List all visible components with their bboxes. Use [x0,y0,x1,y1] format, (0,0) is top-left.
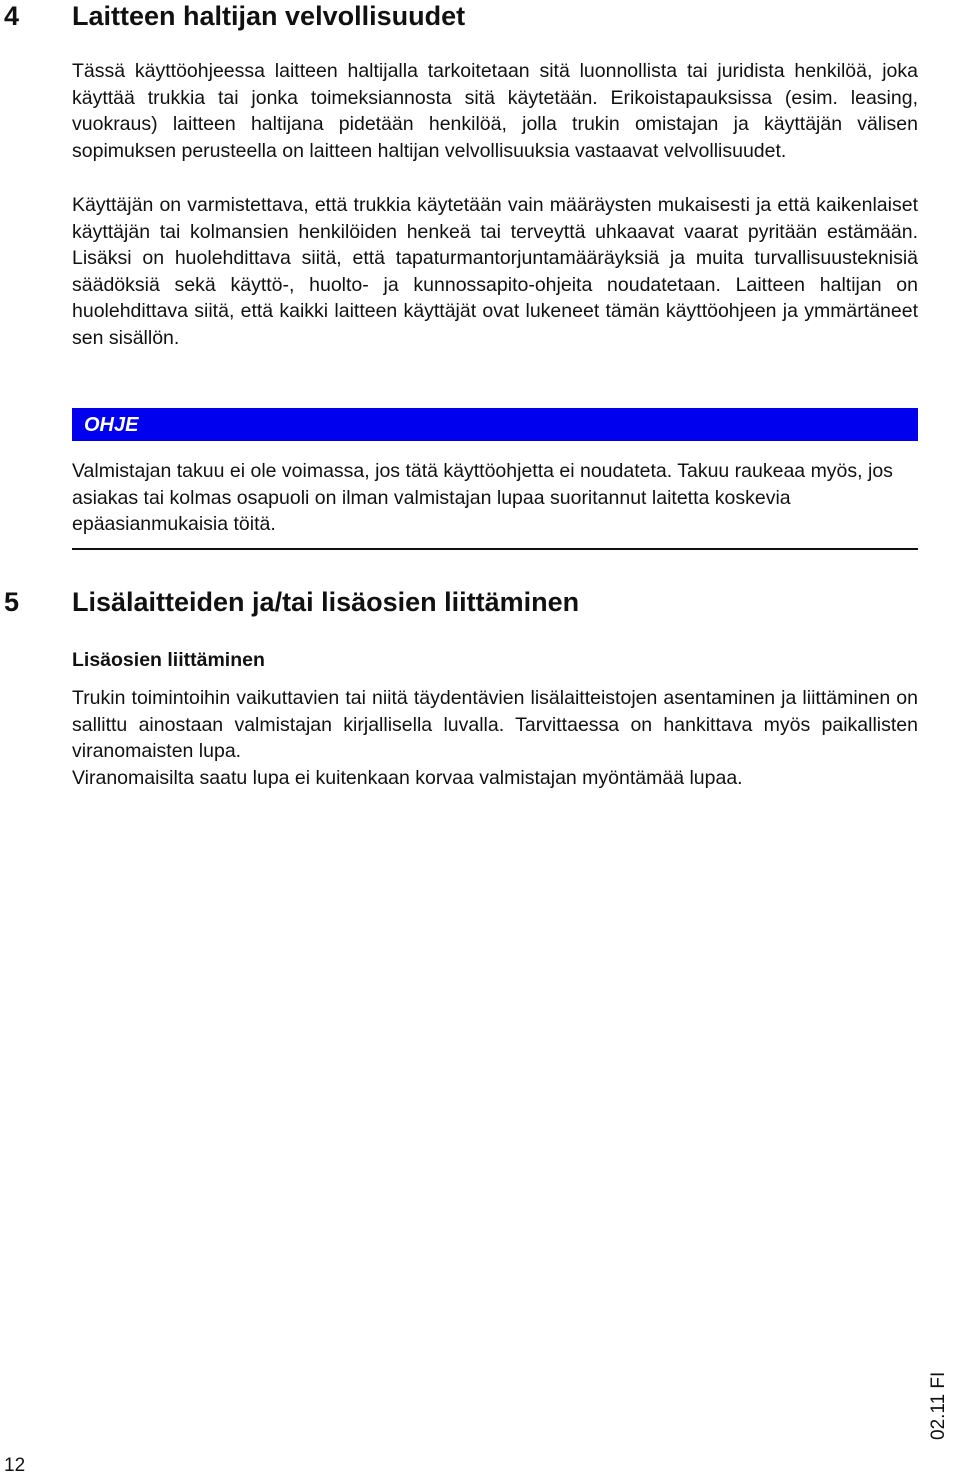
section-4-paragraph-1: Tässä käyttöohjeessa laitteen haltijalla tarkoitetaan sitä luonnollista tai juridista henkilöä, joka käyttää trukkia tai jonka toimeksiannosta sitä käytetään. Erikoistapauksissa (esim. leasing, vuokraus) laitteen haltijana pidetään henkilöä, jolla trukin omistajan ja käyttäjän välisen sopimuksen perusteella on laitteen haltijan velvollisuuksia vastaavat velvollisuudet. [72,60,918,162]
notice-label: OHJE [84,414,139,436]
section-4-paragraph-2: Käyttäjän on varmistettava, että trukkia käytetään vain määräysten mukaisesti ja että kaikenlaiset käyttäjän tai kolmansien henkilöiden henkeä tai terveyttä uhkaavat vaarat pyritään estämään. Lisäksi on huolehdittava siitä, että tapaturmantorjuntamääräyksiä ja muita turvallisuusteknisiä säädöksiä sekä käyttö-, huolto- ja kunnossapito-ohjeita noudatetaan. Laitteen haltijan on huolehdittava siitä, että kaikki laitteen käyttäjät ovat lukeneet tämän käyttöohjeen ja ymmärtäneet sen sisällön. [72,194,918,349]
notice-bar [72,408,918,441]
section-4-number: 4 [4,1,20,31]
section-5-title: Lisälaitteiden ja/tai lisäosien liittäminen [72,587,580,617]
section-5-subheading: Lisäosien liittäminen [72,649,265,671]
section-5-paragraph-1: Trukin toimintoihin vaikuttavien tai niitä täydentävien lisälaitteistojen asentaminen ja liittäminen on sallittu ainostaan valmistajan kirjallisella luvalla. Tarvittaessa on hankittava myös paikallisten viranomaisten lupa. [72,687,918,763]
section-5-number: 5 [4,587,20,617]
page-number: 12 [4,1455,26,1476]
section-5-paragraph-2: Viranomaisilta saatu lupa ei kuitenkaan korvaa valmistajan myöntämää lupaa. [72,767,743,789]
notice-text: Valmistajan takuu ei ole voimassa, jos tätä käyttöohjetta ei noudateta. Takuu raukeaa myös, jos asiakas tai kolmas osapuoli on ilman valmistajan lupaa suoritannut laitetta koskevia epäasianmukaisia töitä. [72,460,893,536]
section-4-title: Laitteen haltijan velvollisuudet [72,1,466,31]
notice-divider [72,548,918,550]
document-version: 02.11 FI [928,1371,949,1440]
